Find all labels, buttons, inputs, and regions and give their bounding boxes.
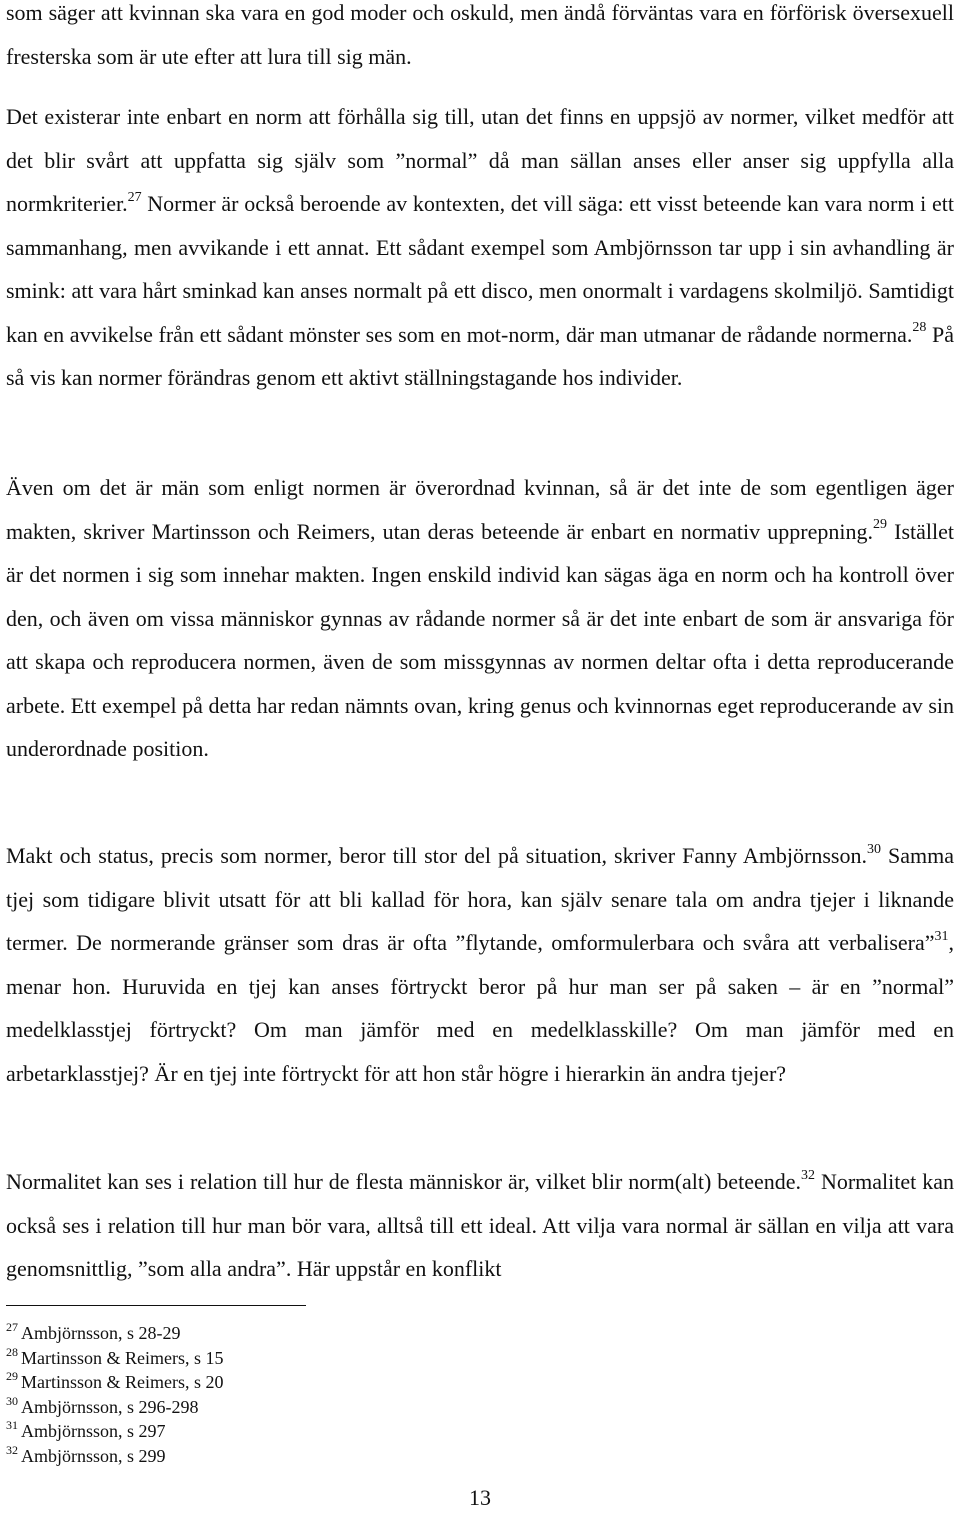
paragraph	[6, 466, 954, 771]
paragraph-text: Normalitet kan också ses i relation till hur man bör vara, alltså till ett ideal. Att vilja vara normal är sällan en vilja att vara genomsnittlig, ”som alla andra”. Här uppstår en konflikt	[6, 1169, 954, 1281]
paragraph	[6, 0, 954, 78]
page-number: 13	[469, 1485, 491, 1510]
footnote-text: Ambjörnsson, s 296-298	[21, 1396, 199, 1417]
footnote-reference: 27	[127, 189, 142, 205]
paragraph-text: Även om det är män som enligt normen är överordnad kvinnan, så är det inte de som egentligen äger makten, skriver Martinsson och Reimers, utan deras beteende är enbart en normativ upprepning.	[6, 475, 954, 544]
footnote-number: 27	[6, 1320, 18, 1334]
footnote-text: Martinsson & Reimers, s 15	[21, 1347, 224, 1368]
footnote-number: 28	[6, 1344, 18, 1359]
footnote	[6, 1419, 606, 1444]
paragraph-text: Normer är också beroende av kontexten, det vill säga: ett visst beteende kan vara norm i ett sammanhang, men avvikande i ett annat. Ett sådant exempel som Ambjörnsson tar upp i sin avhandling är smink: att vara hårt sminkad kan anses normalt på ett disco, men onormalt i vardagens skolmiljö. Samtidigt kan en avvikelse från ett sådant mönster ses som en mot-norm, där man utmanar de rådande normerna.	[6, 191, 954, 347]
footnote-number: 31	[6, 1418, 18, 1432]
paragraph-text: Samma tjej som tidigare blivit utsatt för att bli kallad för hora, kan själv senare tala om andra tjejer i liknande termer. De normerande gränser som dras är ofta ”flytande, omformulerbara och svåra att verbalisera”	[6, 843, 954, 955]
footnote-text: Ambjörnsson, s 28-29	[21, 1323, 181, 1343]
paragraph-text: Makt och status, precis som normer, beror till stor del på situation, skriver Fanny Ambjörnsson.	[6, 843, 867, 868]
footnote-number: 30	[6, 1393, 18, 1408]
footnote	[6, 1444, 606, 1469]
footnote-reference: 30	[867, 841, 881, 857]
footnote-text: Ambjörnsson, s 299	[21, 1445, 166, 1466]
paragraph-text: , menar hon. Huruvida en tjej kan anses förtryckt beror på hur man ser på saken – är en ”normal” medelklasstjej förtryckt? Om man jämför med en medelklasskille? Om man jämför med en arbetarklasstjej? Är en tjej inte förtryckt för att hon står högre i hierarkin än andra tjejer?	[6, 930, 954, 1086]
footnote-divider	[6, 1305, 306, 1306]
footnote-text: Ambjörnsson, s 297	[21, 1421, 166, 1441]
footnote-reference: 31	[934, 928, 949, 944]
footnote-reference: 29	[873, 517, 887, 533]
footnote-reference: 32	[800, 1167, 815, 1183]
footnote	[6, 1346, 606, 1371]
paragraph-text: Istället är det normen i sig som innehar makten. Ingen enskild individ kan sägas äga en norm och ha kontroll över den, och även om vissa människor gynnas av rådande normer så är det inte enbart de som är ansvariga för att skapa och reproducera normen, även de som missgynnas av normen deltar ofta i detta reproducerande arbete. Ett exempel på detta har redan nämnts ovan, kring genus och kvinnornas eget reproducerande av sin underordnade position.	[6, 518, 955, 761]
paragraph-text: som säger att kvinnan ska vara en god moder och oskuld, men ändå förväntas vara en förförisk översexuell fresterska som är ute efter att lura till sig män.	[6, 0, 954, 69]
footnote-text: Martinsson & Reimers, s 20	[21, 1372, 224, 1392]
footnote-number: 32	[6, 1442, 18, 1457]
paragraph	[6, 834, 954, 1095]
paragraph	[6, 95, 954, 400]
footnote-reference: 28	[912, 320, 927, 336]
paragraph-text: Normalitet kan ses i relation till hur de flesta människor är, vilket blir norm(alt) beteende.	[6, 1169, 801, 1194]
footnote	[6, 1395, 606, 1420]
paragraph-text: Det existerar inte enbart en norm att förhålla sig till, utan det finns en uppsjö av normer, vilket medför att det blir svårt att uppfatta sig själv som ”normal” då man sällan anses eller anser sig uppfylla alla normkriterier.	[6, 104, 954, 216]
footnote-number: 29	[6, 1369, 18, 1383]
footnote	[6, 1321, 606, 1346]
footnotes	[6, 1321, 606, 1468]
footnote	[6, 1370, 606, 1395]
paragraph-text: På så vis kan normer förändras genom ett aktivt ställningstagande hos individer.	[6, 321, 954, 390]
paragraph	[6, 1160, 954, 1291]
